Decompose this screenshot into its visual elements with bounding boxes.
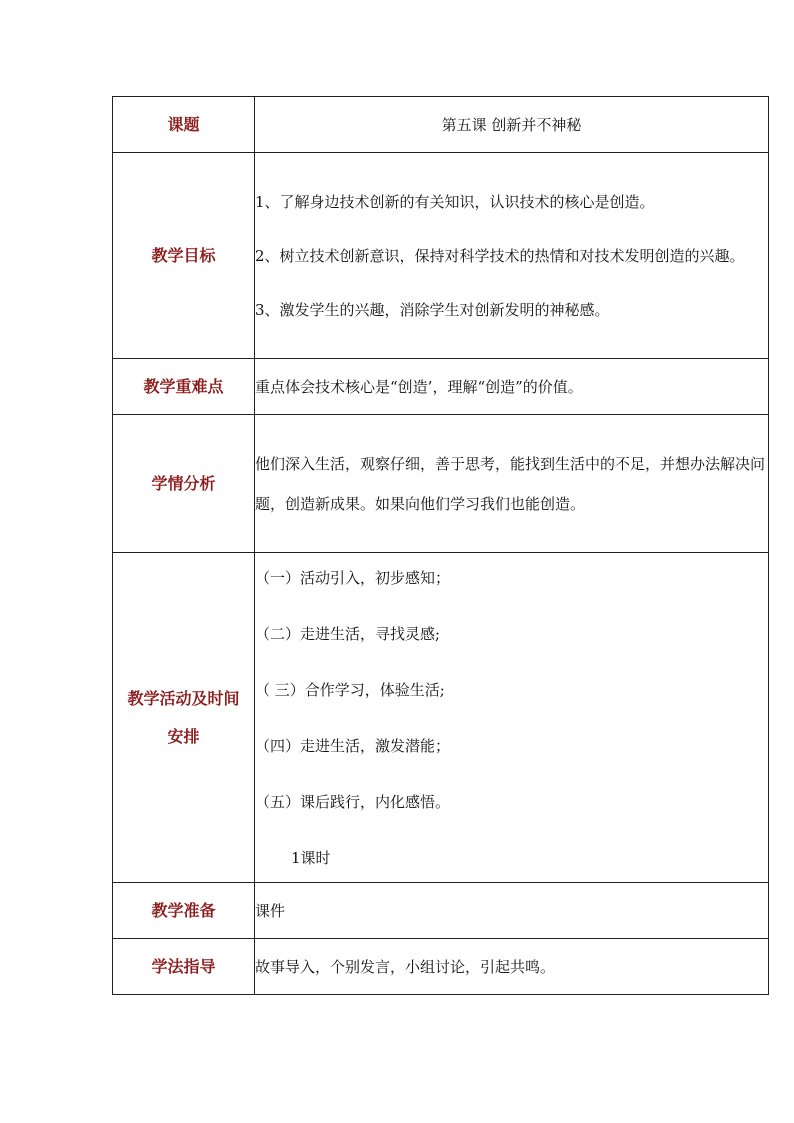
objective-item: 3、激发学生的兴趣，消除学生对创新发明的神秘感。 [255,300,610,319]
row-activities [113,553,769,883]
activity-item: （五）课后践行，内化感悟。 [255,792,451,811]
row-key-points [113,359,769,415]
label-activities: 教学活动及时间安排 [127,688,240,746]
student-analysis-text: 他们深入生活，观察仔细，善于思考，能找到生活中的不足，并想办法解决问题，创造新成果。如果向他们学习我们也能创造。 [255,415,769,553]
row-student-analysis [113,415,769,553]
row-preparation [113,883,769,939]
label-title: 课题 [113,97,255,153]
row-objectives [113,153,769,359]
objectives-cell [255,153,769,359]
objective-item: 2、树立技术创新意识，保持对科学技术的热情和对技术发明创造的兴趣。 [255,246,745,265]
activities-cell [255,553,769,883]
guidance-text: 故事导入，个别发言，小组讨论，引起共鸣。 [255,939,769,995]
label-guidance: 学法指导 [113,939,255,995]
label-key-points: 教学重难点 [113,359,255,415]
label-preparation: 教学准备 [113,883,255,939]
lesson-title: 第五课 创新并不神秘 [255,97,769,153]
activity-item: （二）走进生活，寻找灵感; [255,624,441,643]
lesson-plan-table [112,96,769,995]
key-points-text: 重点体会技术核心是“创造’，理解“创造”的价值。 [255,359,769,415]
row-title [113,97,769,153]
row-guidance [113,939,769,995]
activity-item: （一）活动引入，初步感知； [255,568,451,587]
label-activities-cell [113,553,255,883]
preparation-text: 课件 [255,883,769,939]
objective-item: 1、了解身边技术创新的有关知识，认识技术的核心是创造。 [255,192,655,211]
activity-item: （ 三）合作学习，体验生活; [255,680,445,699]
activity-duration: 1课时 [291,848,331,867]
activity-item: （四）走进生活，激发潜能； [255,736,451,755]
label-student-analysis: 学情分析 [113,415,255,553]
label-objectives: 教学目标 [113,153,255,359]
